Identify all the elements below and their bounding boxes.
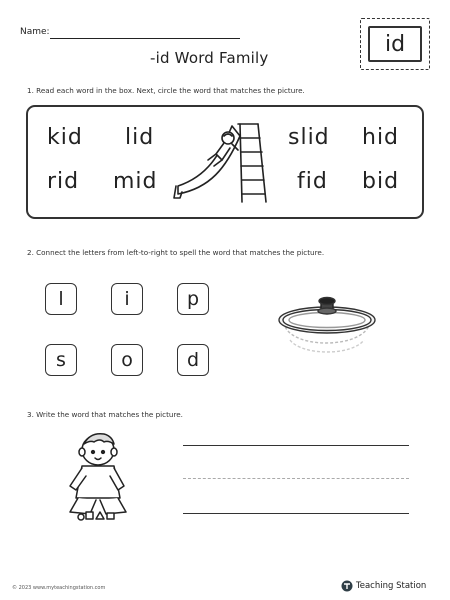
letter-tile-o[interactable]: o bbox=[111, 344, 143, 376]
write-line-top[interactable] bbox=[183, 445, 409, 446]
letter-tile-i[interactable]: i bbox=[111, 283, 143, 315]
write-line-bottom[interactable] bbox=[183, 513, 409, 514]
instruction-3: 3. Write the word that matches the picture. bbox=[27, 410, 183, 419]
word-bid[interactable]: bid bbox=[362, 169, 400, 194]
word-mid[interactable]: mid bbox=[113, 169, 158, 194]
slide-icon bbox=[170, 114, 280, 210]
word-slid[interactable]: slid bbox=[288, 125, 330, 150]
name-line[interactable] bbox=[50, 38, 240, 39]
badge-text: id bbox=[368, 26, 422, 62]
copyright-text: © 2023 www.myteachingstation.com bbox=[12, 585, 106, 591]
word-rid[interactable]: rid bbox=[47, 169, 80, 194]
kid-playing-blocks-icon bbox=[60, 428, 138, 526]
word-fid[interactable]: fid bbox=[297, 169, 328, 194]
brand-name: Teaching Station bbox=[356, 581, 427, 591]
letter-tile-s[interactable]: s bbox=[45, 344, 77, 376]
word-family-badge bbox=[360, 18, 430, 70]
letter-tile-p[interactable]: p bbox=[177, 283, 209, 315]
brand-logo bbox=[341, 580, 426, 592]
word-lid[interactable]: lid bbox=[125, 125, 155, 150]
pot-lid-icon bbox=[272, 290, 382, 370]
write-line-middle[interactable] bbox=[183, 478, 409, 479]
letter-tile-d[interactable]: d bbox=[177, 344, 209, 376]
page-title: -id Word Family bbox=[150, 49, 269, 67]
name-label: Name: bbox=[20, 27, 50, 37]
letter-tile-l[interactable]: l bbox=[45, 283, 77, 315]
teaching-station-logo-icon bbox=[341, 580, 353, 592]
instruction-1: 1. Read each word in the box. Next, circle the word that matches the picture. bbox=[27, 86, 305, 95]
word-kid[interactable]: kid bbox=[47, 125, 83, 150]
instruction-2: 2. Connect the letters from left-to-right to spell the word that matches the picture. bbox=[27, 248, 325, 257]
word-hid[interactable]: hid bbox=[362, 125, 400, 150]
